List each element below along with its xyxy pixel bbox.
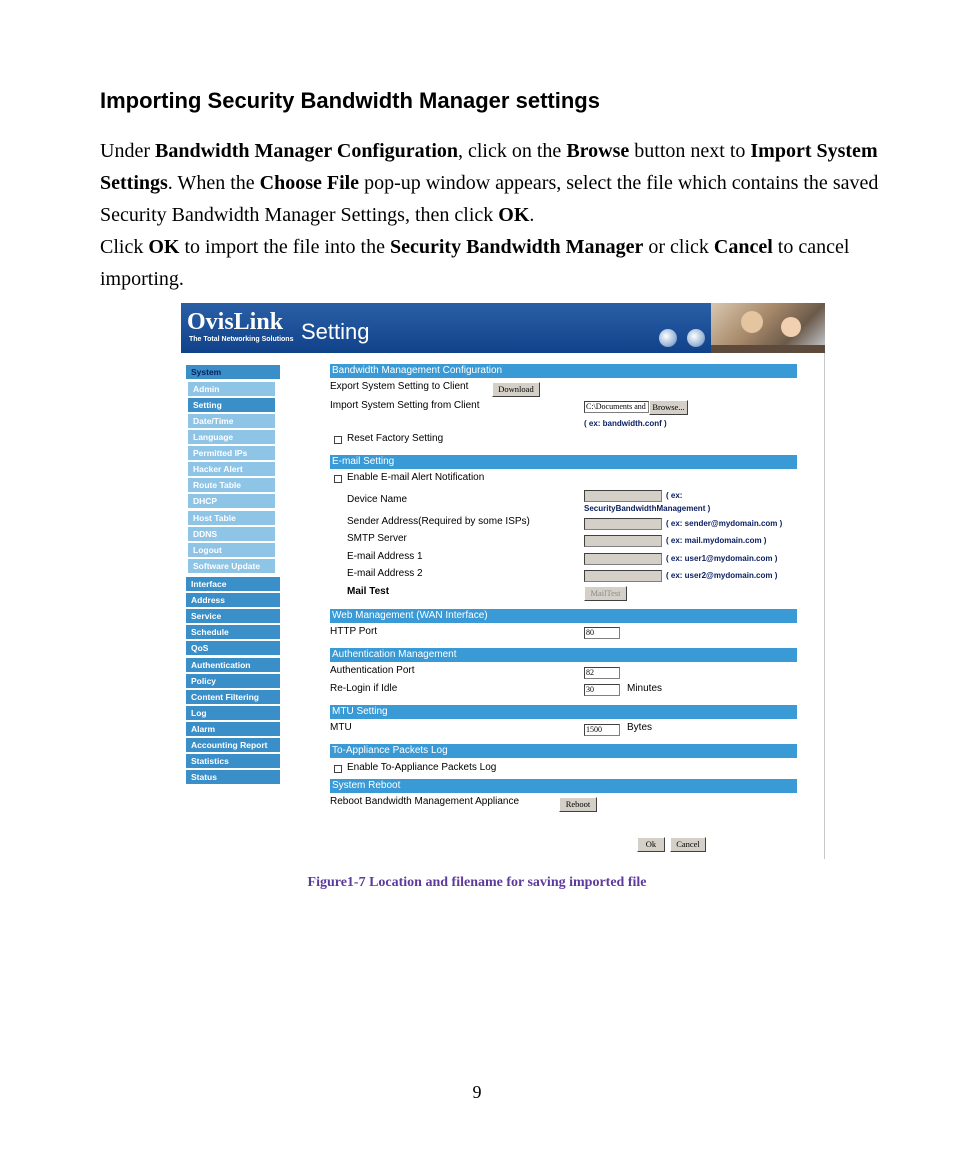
mtu-label: MTU xyxy=(330,722,352,733)
email-address-2-hint: ( ex: user2@mydomain.com ) xyxy=(666,571,778,580)
bold-term: Security Bandwidth Manager xyxy=(390,236,644,258)
file-hint: ( ex: bandwidth.conf ) xyxy=(584,419,667,428)
nav-qos[interactable]: QoS xyxy=(186,641,280,655)
text: to cancel importing. xyxy=(100,236,850,290)
http-port-label: HTTP Port xyxy=(330,626,378,637)
email-address-2-input[interactable] xyxy=(584,570,662,582)
globe-icon xyxy=(659,329,677,347)
email-address-2-label: E-mail Address 2 xyxy=(347,568,423,579)
minutes-label: Minutes xyxy=(627,683,663,694)
tagline: The Total Networking Solutions xyxy=(189,336,294,343)
sender-hint: ( ex: sender@mydomain.com ) xyxy=(666,519,783,528)
text: , click on the xyxy=(458,140,567,162)
section-header-email: E-mail Setting xyxy=(330,455,797,469)
nav-policy[interactable]: Policy xyxy=(186,674,280,688)
nav-accounting-report[interactable]: Accounting Report xyxy=(186,738,280,752)
cancel-button[interactable]: Cancel xyxy=(670,837,706,852)
email-address-1-input[interactable] xyxy=(584,553,662,565)
nav-sub-datetime[interactable]: Date/Time xyxy=(188,414,275,428)
section-header-mtu: MTU Setting xyxy=(330,705,797,719)
photo-shadow xyxy=(711,345,825,353)
device-name-label: Device Name xyxy=(347,494,408,505)
banner xyxy=(181,303,825,353)
nav-sub-permitted-ips[interactable]: Permitted IPs xyxy=(188,446,275,460)
figure-caption: Figure1-7 Location and filename for saving imported file xyxy=(307,875,647,890)
enable-packets-log-checkbox[interactable] xyxy=(334,765,342,773)
bold-term: Cancel xyxy=(713,236,773,258)
nav-sub-language[interactable]: Language xyxy=(188,430,275,444)
mail-test-label: Mail Test xyxy=(347,586,390,597)
bold-term: OK xyxy=(498,204,530,226)
nav-sub-hacker-alert[interactable]: Hacker Alert xyxy=(188,462,275,476)
nav-sub-ddns[interactable]: DDNS xyxy=(188,527,275,541)
paragraph-2 xyxy=(100,231,910,295)
nav-sub-dhcp[interactable]: DHCP xyxy=(188,494,275,508)
sender-input[interactable] xyxy=(584,518,662,530)
sender-label: Sender Address(Required by some ISPs) xyxy=(347,516,530,527)
nav-address[interactable]: Address xyxy=(186,593,280,607)
section-header-packets-log: To-Appliance Packets Log xyxy=(330,744,797,758)
device-name-hint-2: SecurityBandwidthManagement ) xyxy=(584,504,711,513)
device-name-hint: ( ex: xyxy=(666,491,683,500)
mail-test-button[interactable]: MailTest xyxy=(584,586,627,601)
text: to import the file into the xyxy=(179,236,390,258)
nav-interface[interactable]: Interface xyxy=(186,577,280,591)
photo-figure xyxy=(781,317,801,337)
banner-title: Setting xyxy=(301,319,370,344)
relogin-input[interactable]: 30 xyxy=(584,684,620,696)
nav-statistics[interactable]: Statistics xyxy=(186,754,280,768)
bold-term: OK xyxy=(148,236,180,258)
settings-screenshot xyxy=(181,303,825,859)
reset-factory-checkbox[interactable] xyxy=(334,436,342,444)
enable-packets-log-label: Enable To-Appliance Packets Log xyxy=(347,762,497,773)
enable-email-checkbox[interactable] xyxy=(334,475,342,483)
export-label: Export System Setting to Client xyxy=(330,381,469,392)
nav-sub-logout[interactable]: Logout xyxy=(188,543,275,557)
reboot-button[interactable]: Reboot xyxy=(559,797,597,812)
text: pop-up window appears, select the file which contains the saved Security Bandwidth Manager Settings, then click xyxy=(100,172,879,226)
nav-schedule[interactable]: Schedule xyxy=(186,625,280,639)
email-address-1-hint: ( ex: user1@mydomain.com ) xyxy=(666,554,778,563)
reset-factory-label: Reset Factory Setting xyxy=(347,433,444,444)
photo-figure xyxy=(741,311,763,333)
bytes-label: Bytes xyxy=(627,722,653,733)
bold-term: Import System Settings xyxy=(100,140,878,194)
mtu-input[interactable]: 1500 xyxy=(584,724,620,736)
section-header-web: Web Management (WAN Interface) xyxy=(330,609,797,623)
text: . When the xyxy=(167,172,260,194)
page-heading: Importing Security Bandwidth Manager settings xyxy=(100,88,600,113)
smtp-label: SMTP Server xyxy=(347,533,407,544)
device-name-input[interactable] xyxy=(584,490,662,502)
text: . xyxy=(529,204,535,226)
auth-port-input[interactable]: 82 xyxy=(584,667,620,679)
nav-sub-admin[interactable]: Admin xyxy=(188,382,275,396)
nav-system[interactable]: System xyxy=(186,365,280,379)
paragraph-1 xyxy=(100,135,910,231)
nav-service[interactable]: Service xyxy=(186,609,280,623)
import-file-input[interactable]: C:\Documents and xyxy=(584,401,649,413)
auth-port-label: Authentication Port xyxy=(330,665,415,676)
download-button[interactable]: Download xyxy=(492,382,540,397)
section-header-bandwidth: Bandwidth Management Configuration xyxy=(330,364,797,378)
section-header-auth: Authentication Management xyxy=(330,648,797,662)
smtp-input[interactable] xyxy=(584,535,662,547)
section-header-reboot: System Reboot xyxy=(330,779,797,793)
http-port-input[interactable]: 80 xyxy=(584,627,620,639)
nav-sub-setting[interactable]: Setting xyxy=(188,398,275,412)
nav-sub-host-table[interactable]: Host Table xyxy=(188,511,275,525)
nav-sub-software-update[interactable]: Software Update xyxy=(188,559,275,573)
nav-alarm[interactable]: Alarm xyxy=(186,722,280,736)
smtp-hint: ( ex: mail.mydomain.com ) xyxy=(666,536,767,545)
text: Under xyxy=(100,140,155,162)
nav-sub-route-table[interactable]: Route Table xyxy=(188,478,275,492)
text: Click xyxy=(100,236,149,258)
text: button next to xyxy=(629,140,751,162)
nav-log[interactable]: Log xyxy=(186,706,280,720)
page-number: 9 xyxy=(472,1082,482,1102)
globe-icon xyxy=(687,329,705,347)
nav-authentication[interactable]: Authentication xyxy=(186,658,280,672)
text: or click xyxy=(643,236,714,258)
ok-button[interactable]: Ok xyxy=(637,837,665,852)
nav-status[interactable]: Status xyxy=(186,770,280,784)
import-label: Import System Setting from Client xyxy=(330,400,480,411)
relogin-label: Re-Login if Idle xyxy=(330,683,398,694)
email-address-1-label: E-mail Address 1 xyxy=(347,551,423,562)
bold-term: Bandwidth Manager Configuration xyxy=(154,140,458,162)
browse-button[interactable]: Browse... xyxy=(649,400,688,415)
bold-term: Browse xyxy=(566,140,630,162)
bold-term: Choose File xyxy=(259,172,360,194)
enable-email-label: Enable E-mail Alert Notification xyxy=(347,472,485,483)
nav-content-filtering[interactable]: Content Filtering xyxy=(186,690,280,704)
ovislink-logo: OvisLink xyxy=(187,309,284,335)
reboot-label: Reboot Bandwidth Management Appliance xyxy=(330,796,520,807)
instructions xyxy=(100,135,910,295)
